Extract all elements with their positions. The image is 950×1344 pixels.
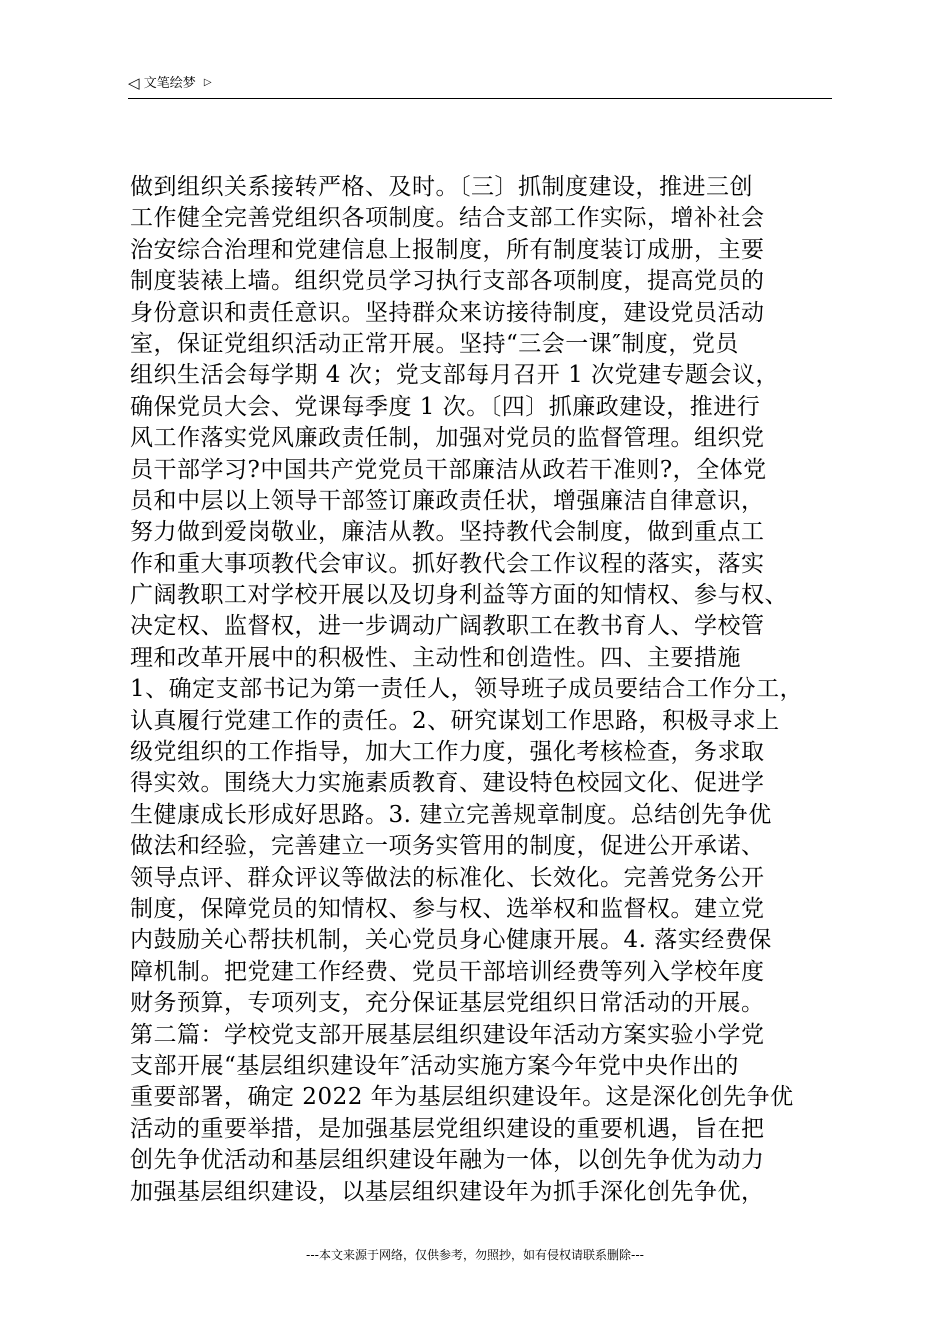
text-line: 财务预算，专项列支，充分保证基层党组织日常活动的开展。 — [130, 990, 765, 1017]
text-line: 组织生活会每学期 4 次；党支部每月召开 1 次党建专题会议， — [130, 362, 780, 389]
text-line: 领导点评、群众评议等做法的标准化、长效化。完善党务公开 — [130, 864, 765, 891]
text-line: 加强基层组织建设，以基层组织建设年为抓手深化创先争优， — [130, 1178, 765, 1205]
brand-name: 文笔绘梦 — [143, 76, 196, 91]
text-line: 制度，保障党员的知情权、参与权、选举权和监督权。建立党 — [130, 895, 765, 922]
left-triangle-icon: ◁ — [128, 74, 140, 92]
text-line: 员干部学习?中国共产党党员干部廉洁从政若干准则?，全体党 — [130, 456, 767, 483]
text-line: 确保党员大会、党课每季度 1 次。〔四〕抓廉政建设，推进行 — [130, 393, 761, 420]
text-line: 支部开展“基层组织建设年″活动实施方案今年党中央作出的 — [130, 1052, 739, 1079]
footer-disclaimer: ---本文来源于网络，仅供参考，勿照抄，如有侵权请联系删除--- — [306, 1248, 644, 1262]
text-line: 生健康成长形成好思路。3. 建立完善规章制度。总结创先争优 — [130, 801, 772, 828]
page-header — [128, 72, 832, 99]
document-body — [130, 172, 838, 1208]
text-line: 作和重大事项教代会审议。抓好教代会工作议程的落实，落实 — [130, 550, 765, 577]
text-line: 障机制。把党建工作经费、党员干部培训经费等列入学校年度 — [130, 958, 765, 985]
text-line: 决定权、监督权，进一步调动广阔教职工在教书育人、学校管 — [130, 613, 765, 640]
text-line: 1、确定支部书记为第一责任人，领导班子成员要结合工作分工， — [130, 676, 804, 703]
text-line: 制度装裱上墙。组织党员学习执行支部各项制度，提高党员的 — [130, 268, 765, 295]
text-line: 治安综合治理和党建信息上报制度，所有制度装订成册，主要 — [130, 236, 765, 263]
text-line: 创先争优活动和基层组织建设年融为一体，以创先争优为动力 — [130, 1147, 765, 1174]
text-line: 内鼓励关心帮扶机制，关心党员身心健康开展。4. 落实经费保 — [130, 927, 772, 954]
text-line: 得实效。围绕大力实施素质教育、建设特色校园文化、促进学 — [130, 770, 765, 797]
text-line: 室，保证党组织活动正常开展。坚持“三会一课″制度，党员 — [130, 330, 739, 357]
text-line: 级党组织的工作指导，加大工作力度，强化考核检查，务求取 — [130, 739, 765, 766]
text-line: 风工作落实党风廉政责任制，加强对党员的监督管理。组织党 — [130, 425, 765, 452]
text-line: 认真履行党建工作的责任。2、研究谋划工作思路，积极寻求上 — [130, 707, 780, 734]
text-line: 做法和经验，完善建立一项务实管用的制度，促进公开承诺、 — [130, 833, 765, 860]
text-line: 员和中层以上领导干部签订廉政责任状，增强廉洁自律意识， — [130, 487, 765, 514]
right-triangle-icon: ▷ — [203, 77, 212, 88]
text-line: 身份意识和责任意识。坚持群众来访接待制度，建设党员活动 — [130, 299, 765, 326]
text-line: 第二篇：学校党支部开展基层组织建设年活动方案实验小学党 — [130, 1021, 765, 1048]
text-line: 努力做到爱岗敬业，廉洁从教。坚持教代会制度，做到重点工 — [130, 519, 765, 546]
text-line: 广阔教职工对学校开展以及切身利益等方面的知情权、参与权、 — [130, 582, 788, 609]
text-line: 活动的重要举措，是加强基层党组织建设的重要机遇，旨在把 — [130, 1115, 765, 1142]
text-line: 做到组织关系接转严格、及时。〔三〕抓制度建设，推进三创 — [130, 174, 753, 200]
text-line: 理和改革开展中的积极性、主动性和创造性。四、主要措施 — [130, 644, 741, 671]
header-brand — [128, 74, 212, 93]
text-line: 工作健全完善党组织各项制度。结合支部工作实际，增补社会 — [130, 205, 765, 232]
text-line: 重要部署，确定 2022 年为基层组织建设年。这是深化创先争优 — [130, 1084, 794, 1111]
